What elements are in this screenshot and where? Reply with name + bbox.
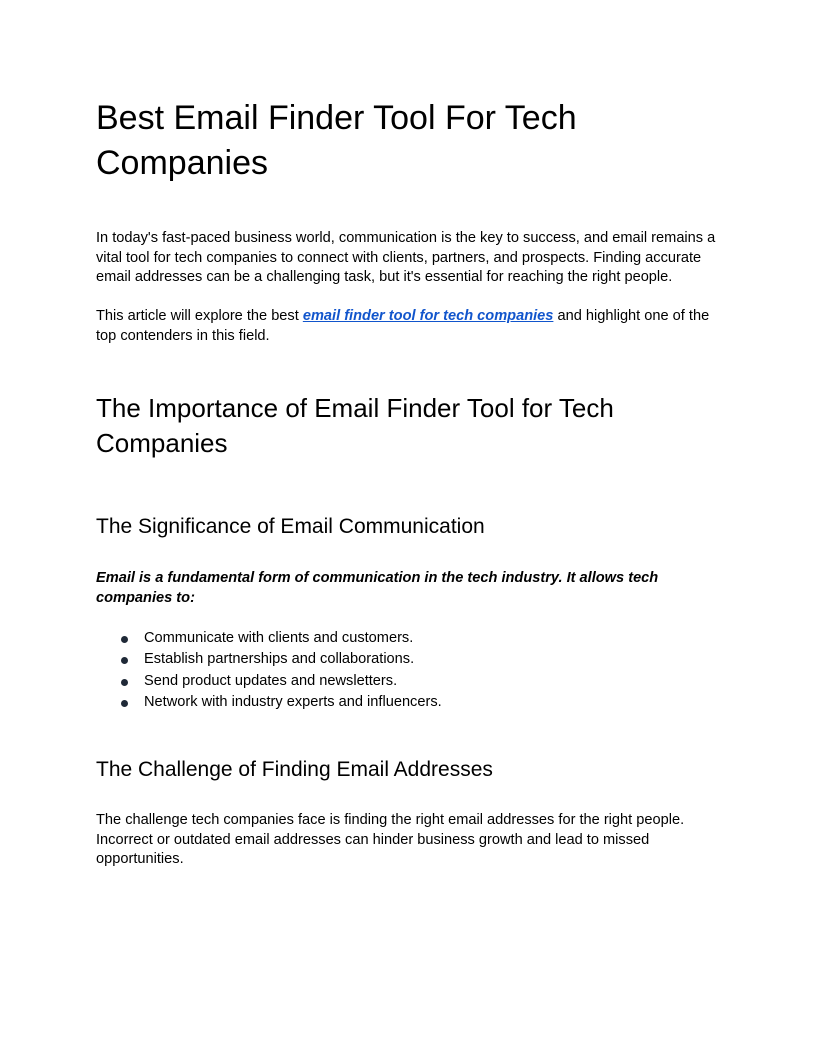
list-item-text: Network with industry experts and influencers. (144, 693, 442, 710)
article-text-before: This article will explore the best (96, 308, 303, 324)
article-text-after: and highlight one of the top contenders in this field. (96, 308, 710, 344)
document-title: Best Email Finder Tool For Tech Companies (96, 99, 577, 182)
list-item (96, 649, 724, 670)
bullet-icon (121, 679, 128, 686)
challenge-paragraph: The challenge tech companies face is finding the right email addresses for the right people. Incorrect or outdated email addresses can hinder business growth and lead to missed opportunities. (96, 812, 685, 867)
bullet-icon (121, 657, 128, 664)
subheading-challenge: The Challenge of Finding Email Addresses (96, 758, 493, 781)
intro-paragraph: In today's fast-paced business world, communication is the key to success, and email remains a vital tool for tech companies to connect with clients, partners, and prospects. Finding accurate email addresses can be a challenging task, but it's essential for reaching the right people. (96, 230, 716, 285)
list-item (96, 671, 724, 692)
list-item (96, 628, 724, 649)
bullet-icon (121, 700, 128, 707)
bullet-icon (121, 636, 128, 643)
bullet-list (96, 628, 724, 713)
significance-lead: Email is a fundamental form of communication in the tech industry. It allows tech companies to: (96, 570, 659, 606)
section-heading-importance: The Importance of Email Finder Tool for Tech Companies (96, 393, 614, 458)
list-item-text: Send product updates and newsletters. (144, 672, 398, 689)
email-finder-link[interactable]: email finder tool for tech companies (302, 308, 554, 324)
subheading-significance: The Significance of Email Communication (96, 515, 485, 538)
list-item (96, 692, 724, 713)
list-item-text: Communicate with clients and customers. (144, 630, 414, 646)
article-paragraph (96, 307, 724, 346)
list-item-text: Establish partnerships and collaborations. (144, 651, 415, 668)
